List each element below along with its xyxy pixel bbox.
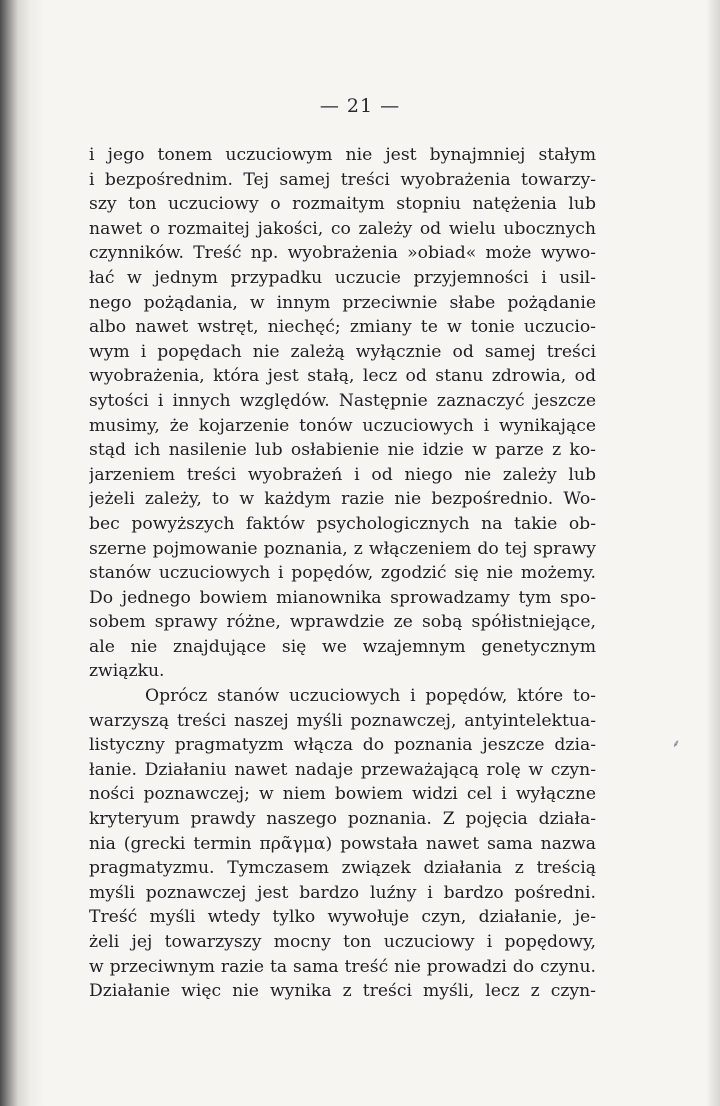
print-speck: ⸙ [672, 737, 681, 750]
text-line: myśli poznawczej jest bardzo luźny i bardzo pośredni. [89, 882, 596, 903]
text-line: stanów uczuciowych i popędów, zgodzić się nie możemy. [89, 563, 596, 584]
text-line: Oprócz stanów uczuciowych i popędów, które to- [145, 686, 596, 707]
text-line: warzyszą treści naszej myśli poznawczej, antyintelektua- [89, 710, 596, 731]
text-line: żeli jej towarzyszy mocny ton uczuciowy i popędowy, [89, 932, 596, 952]
text-line: czynników. Treść np. wyobrażenia »obiad« może wywo- [89, 243, 596, 264]
text-line: Działanie więc nie wynika z treści myśli, lecz z czyn- [89, 981, 596, 1002]
text-line: nego pożądania, w innym przeciwnie słabe pożądanie [89, 292, 596, 313]
text-line: bec powyższych faktów psychologicznych na takie ob- [89, 513, 596, 534]
text-line: nia (grecki termin πρᾶγμα) powstała nawet sama nazwa [89, 833, 596, 854]
page-edge-shadow [706, 0, 720, 1106]
paragraph-2 [89, 684, 596, 1004]
text-line: i bezpośrednim. Tej samej treści wyobrażenia towarzy- [89, 169, 596, 190]
text-line: wym i popędach nie zależą wyłącznie od samej treści [89, 341, 596, 362]
text-line: listyczny pragmatyzm włącza do poznania jeszcze dzia- [89, 735, 596, 756]
text-line: i jego tonem uczuciowym nie jest bynajmniej stałym [89, 145, 596, 165]
text-line: sytości i innych względów. Następnie zaznaczyć jeszcze [89, 390, 596, 411]
text-line: jarzeniem treści wyobrażeń i od niego nie zależy lub [89, 464, 596, 485]
text-line: pragmatyzmu. Tymczasem związek działania z treścią [89, 858, 596, 879]
text-line: łanie. Działaniu nawet nadaje przeważającą rolę w czyn- [89, 759, 596, 780]
text-line: łać w jednym przypadku uczucie przyjemności i usil- [89, 267, 596, 288]
text-line: nawet o rozmaitej jakości, co zależy od wielu ubocznych [89, 218, 596, 239]
body-text [89, 143, 596, 1004]
text-line: w przeciwnym razie ta sama treść nie prowadzi do czynu. [89, 956, 596, 977]
text-line: musimy, że kojarzenie tonów uczuciowych i wynikające [89, 415, 596, 436]
text-line: wyobrażenia, która jest stałą, lecz od stanu zdrowia, od [89, 366, 596, 387]
text-line: Do jednego bowiem mianownika sprowadzamy tym spo- [89, 587, 596, 608]
text-line: sobem sprawy różne, wprawdzie ze sobą spółistniejące, [89, 612, 596, 633]
text-line: albo nawet wstręt, niechęć; zmiany te w tonie uczucio- [89, 317, 596, 338]
page-number: — 21 — [319, 95, 401, 117]
paragraph-1 [89, 143, 596, 684]
text-line: Treść myśli wtedy tylko wywołuje czyn, działanie, je- [89, 907, 596, 928]
text-line: szy ton uczuciowy o rozmaitym stopniu natężenia lub [89, 194, 596, 215]
text-line: ności poznawczej; w niem bowiem widzi cel i wyłączne [89, 784, 596, 805]
text-line: szerne pojmowanie poznania, z włączeniem do tej sprawy [89, 538, 596, 559]
text-line: kryteryum prawdy naszego poznania. Z pojęcia działa- [89, 809, 596, 830]
text-line: związku. [89, 661, 165, 682]
text-line: stąd ich nasilenie lub osłabienie nie idzie w parze z ko- [89, 440, 596, 461]
text-line: jeżeli zależy, to w każdym razie nie bezpośrednio. Wo- [89, 489, 596, 510]
text-line: ale nie znajdujące się we wzajemnym genetycznym [89, 636, 596, 657]
